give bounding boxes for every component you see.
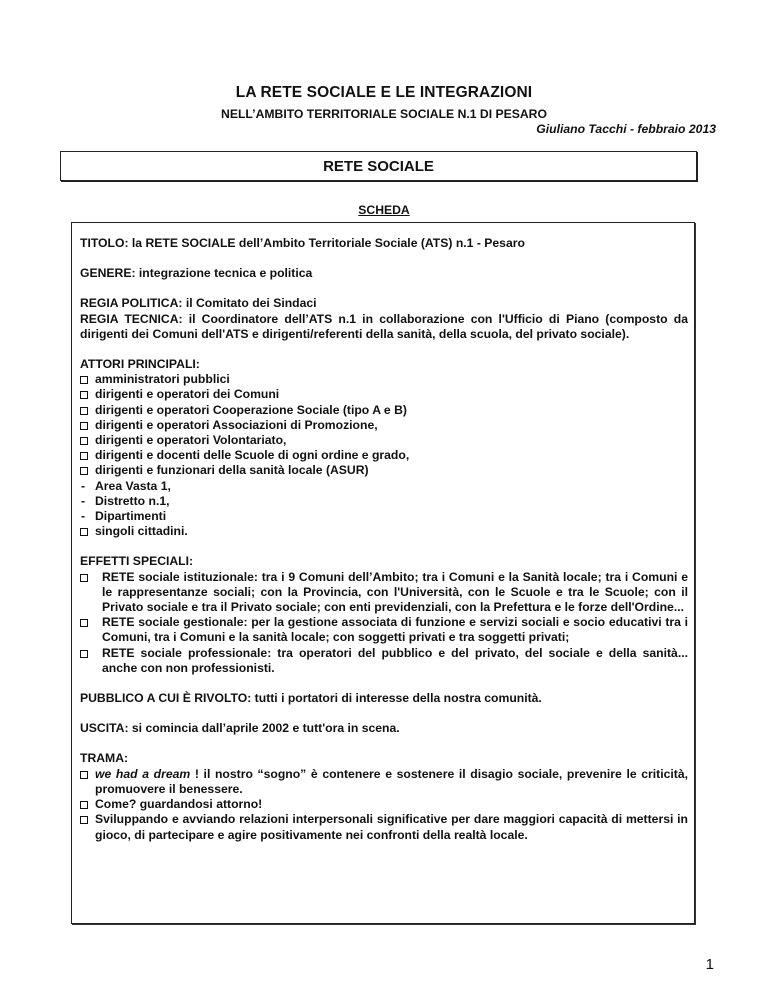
attori-item [80, 494, 688, 509]
titolo-line: TITOLO: la RETE SOCIALE dell’Ambito Territoriale Sociale (ATS) n.1 - Pesaro [80, 236, 525, 250]
checkbox-bullet-icon [80, 771, 88, 779]
checkbox-bullet-icon [80, 422, 88, 430]
genere-line: GENERE: integrazione tecnica e politica [80, 266, 313, 281]
checkbox-bullet-icon [80, 801, 88, 809]
attori-item-text: dirigenti e operatori dei Comuni [95, 387, 280, 402]
checkbox-bullet-icon [80, 376, 88, 384]
checkbox-bullet-icon [80, 467, 88, 475]
section-title-box [60, 151, 697, 181]
checkbox-bullet-icon [80, 407, 88, 415]
attori-item [80, 418, 688, 433]
trama-heading: TRAMA: [80, 751, 129, 766]
info-card [71, 222, 695, 924]
dash-bullet-icon: - [81, 478, 86, 493]
dash-bullet-icon: - [81, 509, 86, 524]
effetti-item-text: RETE sociale gestionale: per la gestione associata di funzione e servizi sociali e socio educativi tra i Comuni, tra i Comuni e la sanità locale; con soggetti privati e tra soggetti privati; [102, 615, 688, 645]
effetti-item-text: RETE sociale professionale: tra operatori del pubblico e del privato, del sociale e della sanità... anche con non professionisti. [102, 645, 688, 675]
checkbox-bullet-icon [80, 816, 88, 824]
checkbox-bullet-icon [80, 619, 88, 627]
attori-block [80, 357, 688, 539]
attori-item-text: amministratori pubblici [95, 372, 230, 387]
scheda-label: SCHEDA [358, 203, 410, 217]
attori-item-text: dirigenti e operatori Associazioni di Promozione, [95, 417, 378, 432]
attori-item [80, 403, 688, 418]
trama-item [80, 797, 688, 812]
effetti-block [80, 554, 688, 676]
attori-item [80, 479, 688, 494]
regia-politica-line: REGIA POLITICA: il Comitato dei Sindaci [80, 296, 317, 311]
regia-block [80, 296, 688, 342]
attori-item [80, 387, 688, 402]
effetti-item [80, 570, 688, 616]
author-date: Giuliano Tacchi - febbraio 2013 [536, 122, 716, 136]
attori-item-text: dirigenti e docenti delle Scuole di ogni ordine e grado, [95, 448, 410, 463]
uscita-line: USCITA: si comincia dall’aprile 2002 e tutt'ora in scena. [80, 721, 400, 736]
trama-item-text: ! il nostro “sogno” è contenere e sostenere il disagio sociale, prevenire le criticità, promuovere il benessere. [95, 766, 688, 796]
trama-item-text: Sviluppando e avviando relazioni interpersonali significative per dare maggiori capacità di mettersi in gioco, di partecipare e agire positivamente nei confronti della realtà locale. [95, 812, 688, 842]
attori-item-text: Distretto n.1, [95, 493, 170, 508]
trama-item [80, 812, 688, 842]
effetti-list [80, 570, 688, 676]
checkbox-bullet-icon [80, 574, 88, 582]
page-number: 1 [705, 956, 714, 973]
checkbox-bullet-icon [80, 650, 88, 658]
attori-heading: ATTORI PRINCIPALI: [80, 357, 200, 372]
effetti-item-text: RETE sociale istituzionale: tra i 9 Comuni dell’Ambito; tra i Comuni e la Sanità locale; tra i Comuni e le rappresentanze sociali; con la Provincia, con l'Università, con le Scuole e tra le Scuole; con il Privato sociale e tra il Privato sociale; con enti previdenziali, con la Prefettura e le forze dell'Ordine... [102, 569, 688, 615]
attori-item-text: dirigenti e operatori Cooperazione Sociale (tipo A e B) [95, 402, 407, 417]
checkbox-bullet-icon [80, 452, 88, 460]
attori-list [80, 372, 688, 539]
checkbox-bullet-icon [80, 528, 88, 536]
trama-block [80, 751, 688, 842]
attori-item [80, 524, 688, 539]
effetti-item [80, 646, 688, 676]
attori-item-text: dirigenti e operatori Volontariato, [95, 433, 287, 448]
effetti-item [80, 615, 688, 645]
document-title: LA RETE SOCIALE E LE INTEGRAZIONI [235, 84, 533, 101]
attori-item [80, 509, 688, 524]
checkbox-bullet-icon [80, 437, 88, 445]
attori-item [80, 448, 688, 463]
trama-item [80, 767, 688, 797]
pubblico-line: PUBBLICO A CUI È RIVOLTO: tutti i portatori di interesse della nostra comunità. [80, 691, 542, 706]
attori-item-text: dirigenti e funzionari della sanità locale (ASUR) [95, 463, 369, 478]
dash-bullet-icon: - [81, 493, 86, 508]
trama-list [80, 767, 688, 843]
trama-emphasis: we had a dream [95, 766, 191, 781]
attori-item-text: Dipartimenti [95, 509, 167, 524]
attori-item [80, 463, 688, 478]
effetti-heading: EFFETTI SPECIALI: [80, 554, 194, 569]
attori-item [80, 372, 688, 387]
checkbox-bullet-icon [80, 391, 88, 399]
document-subtitle: NELL’AMBITO TERRITORIALE SOCIALE N.1 DI PESARO [221, 107, 547, 121]
attori-item-text: singoli cittadini. [95, 524, 188, 539]
trama-item-text: Come? guardandosi attorno! [95, 797, 263, 812]
attori-item [80, 433, 688, 448]
attori-item-text: Area Vasta 1, [95, 478, 171, 493]
regia-tecnica-line: REGIA TECNICA: il Coordinatore dell’ATS n.1 in collaborazione con l'Ufficio di Piano (composto da dirigenti dei Comuni dell'ATS e dirigenti/referenti della sanità, della scuola, del privato sociale). [80, 311, 688, 341]
section-title: RETE SOCIALE [323, 157, 434, 175]
